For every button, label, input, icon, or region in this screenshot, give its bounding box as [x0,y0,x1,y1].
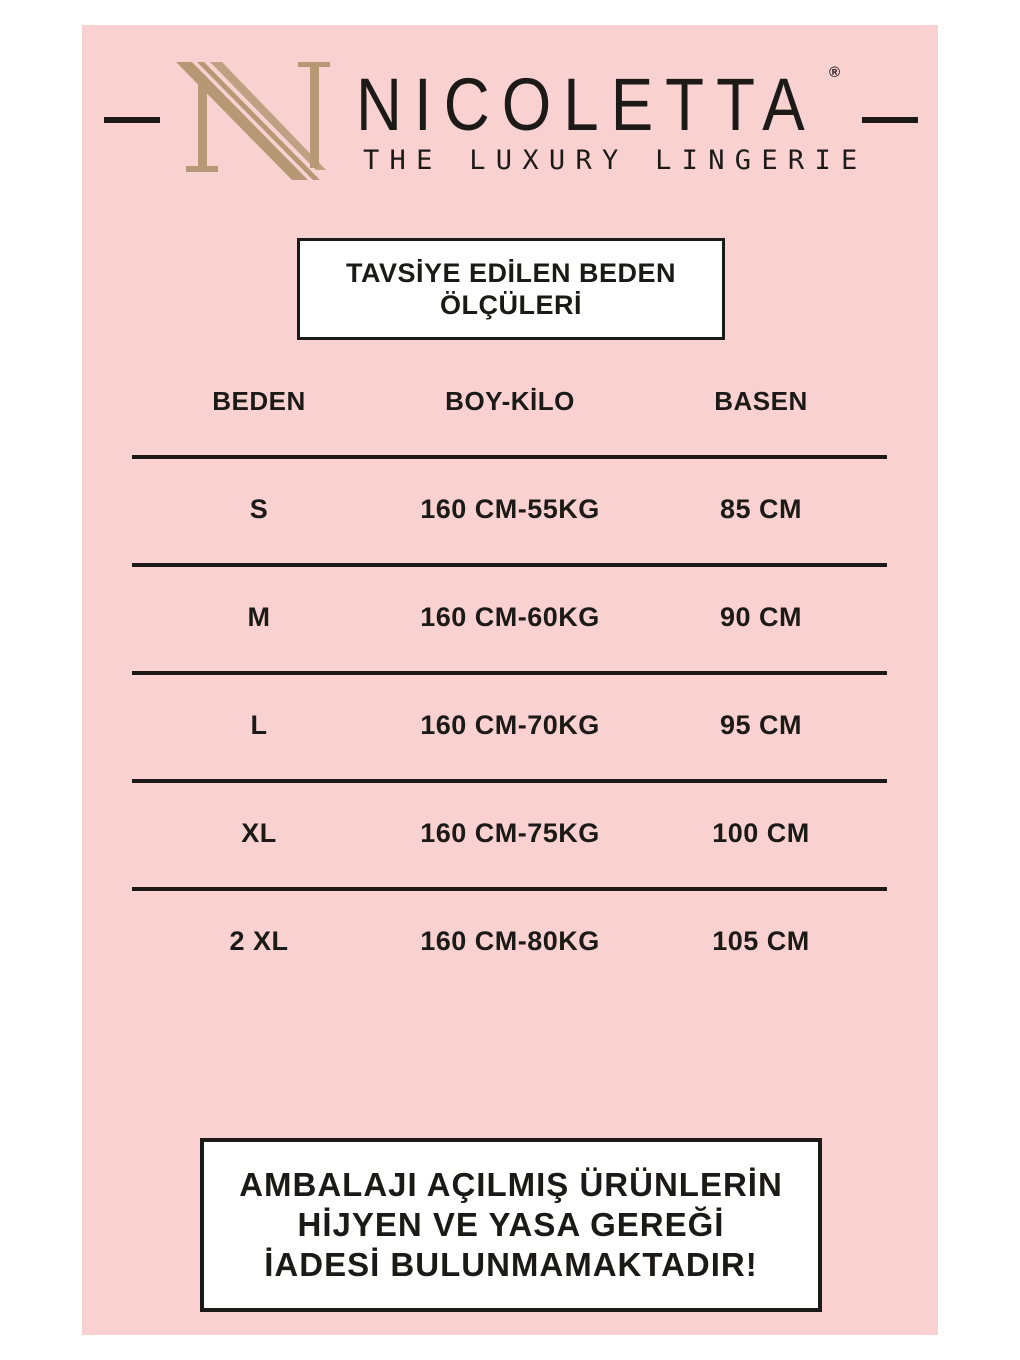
table-row-size: S [249,494,269,524]
column-header-height-weight: BOY-KİLO [445,386,575,416]
title-box [297,238,725,340]
column-header-size: BEDEN [212,386,306,416]
table-row-height-weight: 160 CM-70KG [420,710,600,740]
table-divider [132,563,887,567]
header-left-dash [104,117,160,123]
notice-line-3: İADESİ BULUNMAMAKTADIR! [264,1246,758,1283]
notice-line-1: AMBALAJI AÇILMIŞ ÜRÜNLERİN [239,1166,783,1203]
table-row-size: XL [241,818,277,848]
table-row-size: M [247,602,271,632]
title-line-2: ÖLÇÜLERİ [440,290,582,320]
brand-tagline: THE LUXURY LINGERIE [363,145,868,176]
table-divider [132,887,887,891]
table-row-hip: 85 CM [719,494,803,524]
table-row-size: L [250,710,268,740]
table-divider [132,671,887,675]
return-policy-notice [200,1138,822,1312]
table-row-hip: 95 CM [719,710,803,740]
table-row-hip: 100 CM [712,818,810,848]
table-divider [132,779,887,783]
table-row-height-weight: 160 CM-55KG [420,494,600,524]
column-header-hip: BASEN [714,386,808,416]
brand-name: NICOLETTA [356,63,817,146]
registered-mark: ® [829,64,841,81]
header-right-dash [862,117,918,123]
table-row-height-weight: 160 CM-60KG [420,602,600,632]
title-line-1: TAVSİYE EDİLEN BEDEN [345,258,677,288]
table-row-height-weight: 160 CM-75KG [420,818,600,848]
table-row-height-weight: 160 CM-80KG [420,926,600,956]
table-row-hip: 105 CM [712,926,810,956]
notice-line-2: HİJYEN VE YASA GEREĞİ [297,1206,725,1243]
table-row-size: 2 XL [229,926,289,956]
monogram-n-icon [170,58,330,184]
table-row-hip: 90 CM [719,602,803,632]
table-divider [132,455,887,459]
